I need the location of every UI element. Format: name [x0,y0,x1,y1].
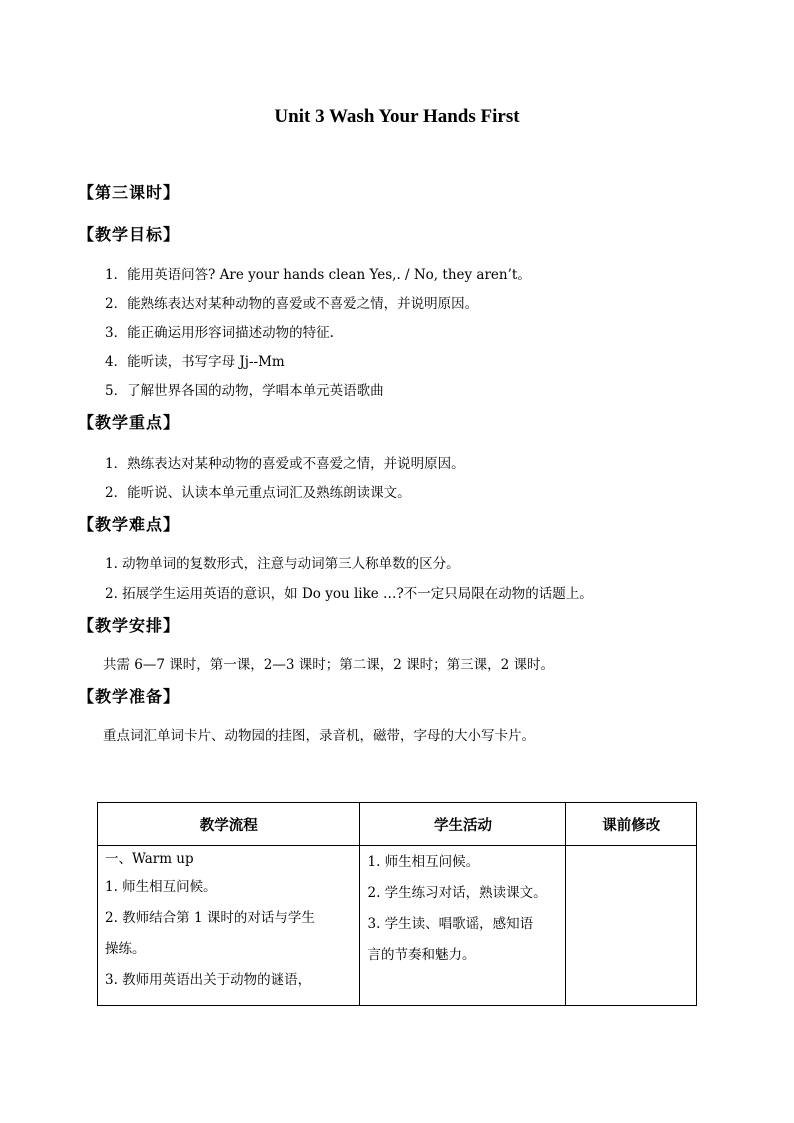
student-activity-cell [360,846,566,1006]
preparation-heading: 【教学准备】 [78,687,181,706]
header-teaching-flow: 教学流程 [98,803,360,846]
revision-cell [566,846,697,1006]
activity-line: 3. 学生读、唱歌谣，感知语 [367,916,534,932]
flow-line: 一、Warm up [105,851,194,867]
objective-item: 2．能熟练表达对某种动物的喜爱或不喜爱之情，并说明原因。 [105,296,479,312]
key-point-item: 1．熟练表达对某种动物的喜爱或不喜爱之情，并说明原因。 [105,456,465,472]
teaching-flow-table [97,802,697,1006]
flow-line: 3. 教师用英语出关于动物的谜语， [105,972,312,988]
arrangement-text: 共需 6—7 课时，第一课，2—3 课时；第二课，2 课时；第三课，2 课时。 [103,657,554,673]
objective-item: 1．能用英语问答? Are your hands clean Yes,. / No, they aren’t。 [105,267,531,283]
table-row [98,846,697,1006]
difficulty-item: 1. 动物单词的复数形式，注意与动词第三人称单数的区分。 [105,556,460,572]
table-header-row [98,803,697,846]
flow-line: 操练。 [105,941,146,957]
difficulty-item: 2. 拓展学生运用英语的意识，如 Do you like …?不一定只局限在动物的话题上。 [105,586,593,602]
flow-line: 1. 师生相互问候。 [105,879,217,895]
preparation-text: 重点词汇单词卡片、动物园的挂图，录音机，磁带，字母的大小写卡片。 [103,728,535,744]
activity-line: 言的节奏和魅力。 [367,947,476,963]
header-student-activity: 学生活动 [360,803,566,846]
flow-line: 2. 教师结合第 1 课时的对话与学生 [105,910,315,926]
key-points-heading: 【教学重点】 [78,413,181,432]
lesson-heading: 【第三课时】 [78,183,181,202]
activity-line: 2. 学生练习对话，熟读课文。 [367,885,547,901]
objective-item: 4．能听读，书写字母 Jj--Mm [105,354,285,370]
document-title: Unit 3 Wash Your Hands First [274,106,520,127]
arrangement-heading: 【教学安排】 [78,616,181,635]
objective-item: 3．能正确运用形容词描述动物的特征. [105,325,334,341]
header-revision: 课前修改 [566,803,697,846]
teaching-flow-cell [98,846,360,1006]
activity-line: 1. 师生相互问候。 [367,854,480,870]
difficulties-heading: 【教学难点】 [78,515,181,534]
objectives-heading: 【教学目标】 [78,225,181,244]
objective-item: 5．了解世界各国的动物，学唱本单元英语歌曲 [105,383,384,399]
key-point-item: 2．能听说、认读本单元重点词汇及熟练朗读课文。 [105,485,411,501]
